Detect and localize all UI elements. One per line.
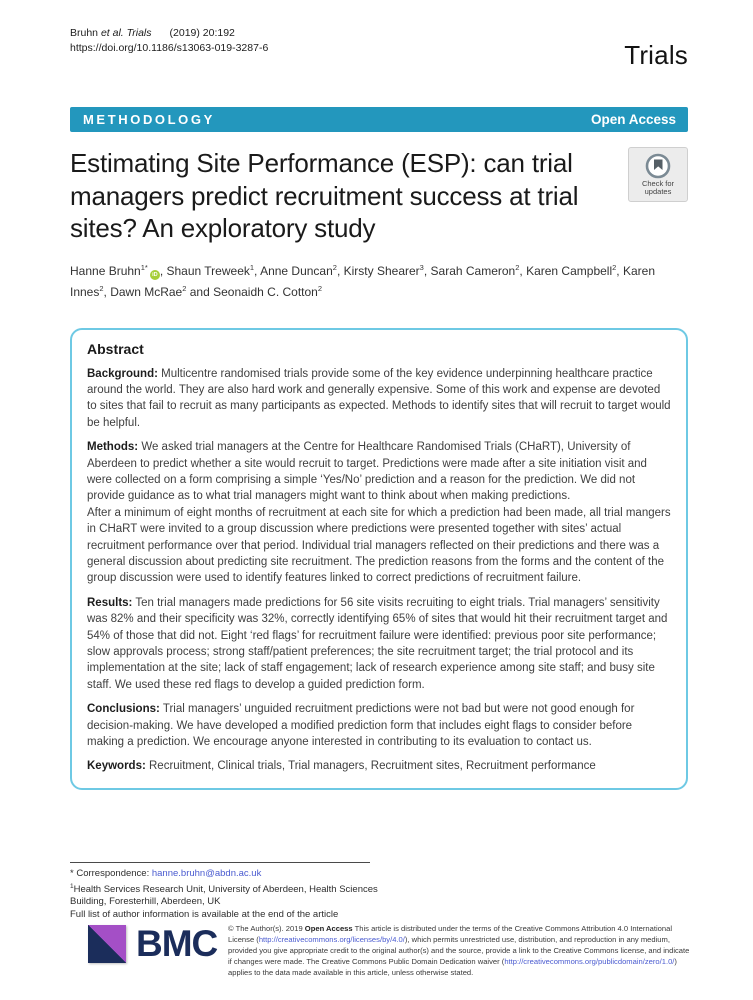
abstract-conclusions: Conclusions: Trial managers’ unguided recruitment predictions were not bad but were not good enough for decision-making. We have developed a modified prediction form that includes eight flags to consider before making a prediction. We encourage anyone interested in contributing to its evaluation to contact us. xyxy=(87,703,635,749)
doi-link[interactable]: https://doi.org/10.1186/s13063-019-3287-6 xyxy=(70,41,269,54)
correspondence-line: * Correspondence: hanne.bruhn@abdn.ac.uk xyxy=(70,868,262,879)
abstract-background: Background: Multicentre randomised trials provide some of the key evidence underpinning healthcare practice around the world. They are also hard work and generally expensive. Some of this work and expense are devoted to sites that fail to recruit as many participants as expected. Methods to identify sites that will recruit to target would be helpful. xyxy=(87,367,671,429)
publisher-footer xyxy=(88,923,690,978)
abstract-methods: Methods: We asked trial managers at the Centre for Healthcare Randomised Trials (CHaRT), University of Aberdeen to predict whether a site would recruit to target. Predictions were made after a site initiation visit and were collected on a form comprising a simple ‘Yes/No’ prediction and a reason for the prediction. We did not provide guidance as to what trial managers might want to think about when making predictions. xyxy=(87,441,647,503)
author-list xyxy=(70,259,690,301)
title-block xyxy=(70,147,688,245)
footnote-block xyxy=(70,862,400,921)
article-first-page xyxy=(0,26,753,1000)
author: Anne Duncan$^2$, xyxy=(260,262,344,278)
correspondence-email-link[interactable]: hanne.bruhn@abdn.ac.uk xyxy=(151,868,262,879)
abstract-heading: Abstract xyxy=(87,340,144,357)
citation-journal: et al. Trials xyxy=(100,27,152,39)
citation-author: Bruhn xyxy=(70,27,101,39)
abstract-keywords: Keywords: Recruitment, Clinical trials, Trial managers, Recruitment sites, Recruitment performance xyxy=(87,760,596,773)
citation-line xyxy=(70,26,268,41)
author: Kirsty Shearer$^3$, xyxy=(343,262,431,278)
page-title: Estimating Site Performance (ESP): can trial managers predict recruitment success at trial sites? An exploratory study xyxy=(70,148,579,243)
cc-zero-license-link[interactable]: http://creativecommons.org/publicdomain/zero/1.0/ xyxy=(504,957,675,966)
footnote-divider xyxy=(70,862,370,863)
open-access-label: Open Access xyxy=(590,112,676,127)
check-updates-label: Check for updates xyxy=(641,178,675,196)
citation-block xyxy=(70,26,268,55)
author: Karen Innes$^2$, xyxy=(70,263,655,299)
cc-by-license-link[interactable]: http://creativecommons.org/licenses/by/4.0/ xyxy=(258,935,405,944)
citation-volume: (2019) 20:192 xyxy=(169,27,235,39)
abstract-box xyxy=(70,328,688,790)
abstract-methods-continued: After a minimum of eight months of recruitment at each site for which a prediction had been made, all trial mangers in CHaRT were invited to a group discussion where predictions were presented together with sites’ actual recruitment performance over that period. Individual trial managers reflected on their predictions and there was a general discussion about predicting site recruitment. The prediction reasons from the forms and the content of the group discussion were used to identify features linked to correct predictions of recruitment failure. xyxy=(87,506,671,585)
author: Shaun Treweek$^1$, xyxy=(166,262,261,278)
author: Seonaidh C. Cotton$^2$ xyxy=(213,283,323,299)
article-type-label: METHODOLOGY xyxy=(83,112,215,127)
author: Sarah Cameron$^2$, xyxy=(430,262,527,278)
author: Dawn McRae$^2$ and xyxy=(110,283,214,299)
bmc-logo-text: BMC xyxy=(136,923,218,964)
bmc-logo xyxy=(88,923,228,965)
check-for-updates-button[interactable] xyxy=(628,147,688,202)
affiliation-line: $^1$Health Services Research Unit, University of Aberdeen, Health Sciences Building, Foresterhill, Aberdeen, UK xyxy=(70,882,378,908)
article-type-banner xyxy=(70,107,688,132)
page-header xyxy=(70,26,688,71)
abstract-results: Results: Ten trial managers made predictions for 56 site visits recruiting to eight trials. Trial managers’ sensitivity was 82% and their specificity was 32%, correctly identifying 65% of sites that would hit their recruitment target and 54% of those that did not. Eight ‘red flags’ for recruitment failure were identified: previous poor site performance; slow approvals process; strong staff/patient preferences; the site recruitment target; the trial protocol and its implementation at the site; lack of staff engagement; lack of research experience among site staff; and busy site staff. We used these red flags to develop a guided prediction form. xyxy=(87,596,668,691)
author: Karen Campbell$^2$, xyxy=(526,262,623,278)
journal-logo: Trials xyxy=(624,40,688,70)
bmc-logo-icon xyxy=(88,925,126,963)
author: Hanne Bruhn$^{1*}$iD , xyxy=(70,262,167,278)
orcid-icon[interactable]: iD xyxy=(150,270,160,280)
crossmark-icon xyxy=(645,153,671,179)
license-statement: © The Author(s). 2019 Open Access This article is distributed under the terms of the Creative Commons Attribution 4.0 International License (http://creativecommons.org/licenses/by/4.0/), which permits unrestricted use, distribution, and reproduction in any medium, provided you give appropriate credit to the original author(s) and the source, provide a link to the Creative Commons license, and indicate if changes were made. The Creative Commons Public Domain Dedication waiver (http://creativecommons.org/publicdomain/zero/1.0/) applies to the data made available in this article, unless otherwise stated. xyxy=(228,924,690,977)
author-info-note: Full list of author information is available at the end of the article xyxy=(70,908,339,920)
